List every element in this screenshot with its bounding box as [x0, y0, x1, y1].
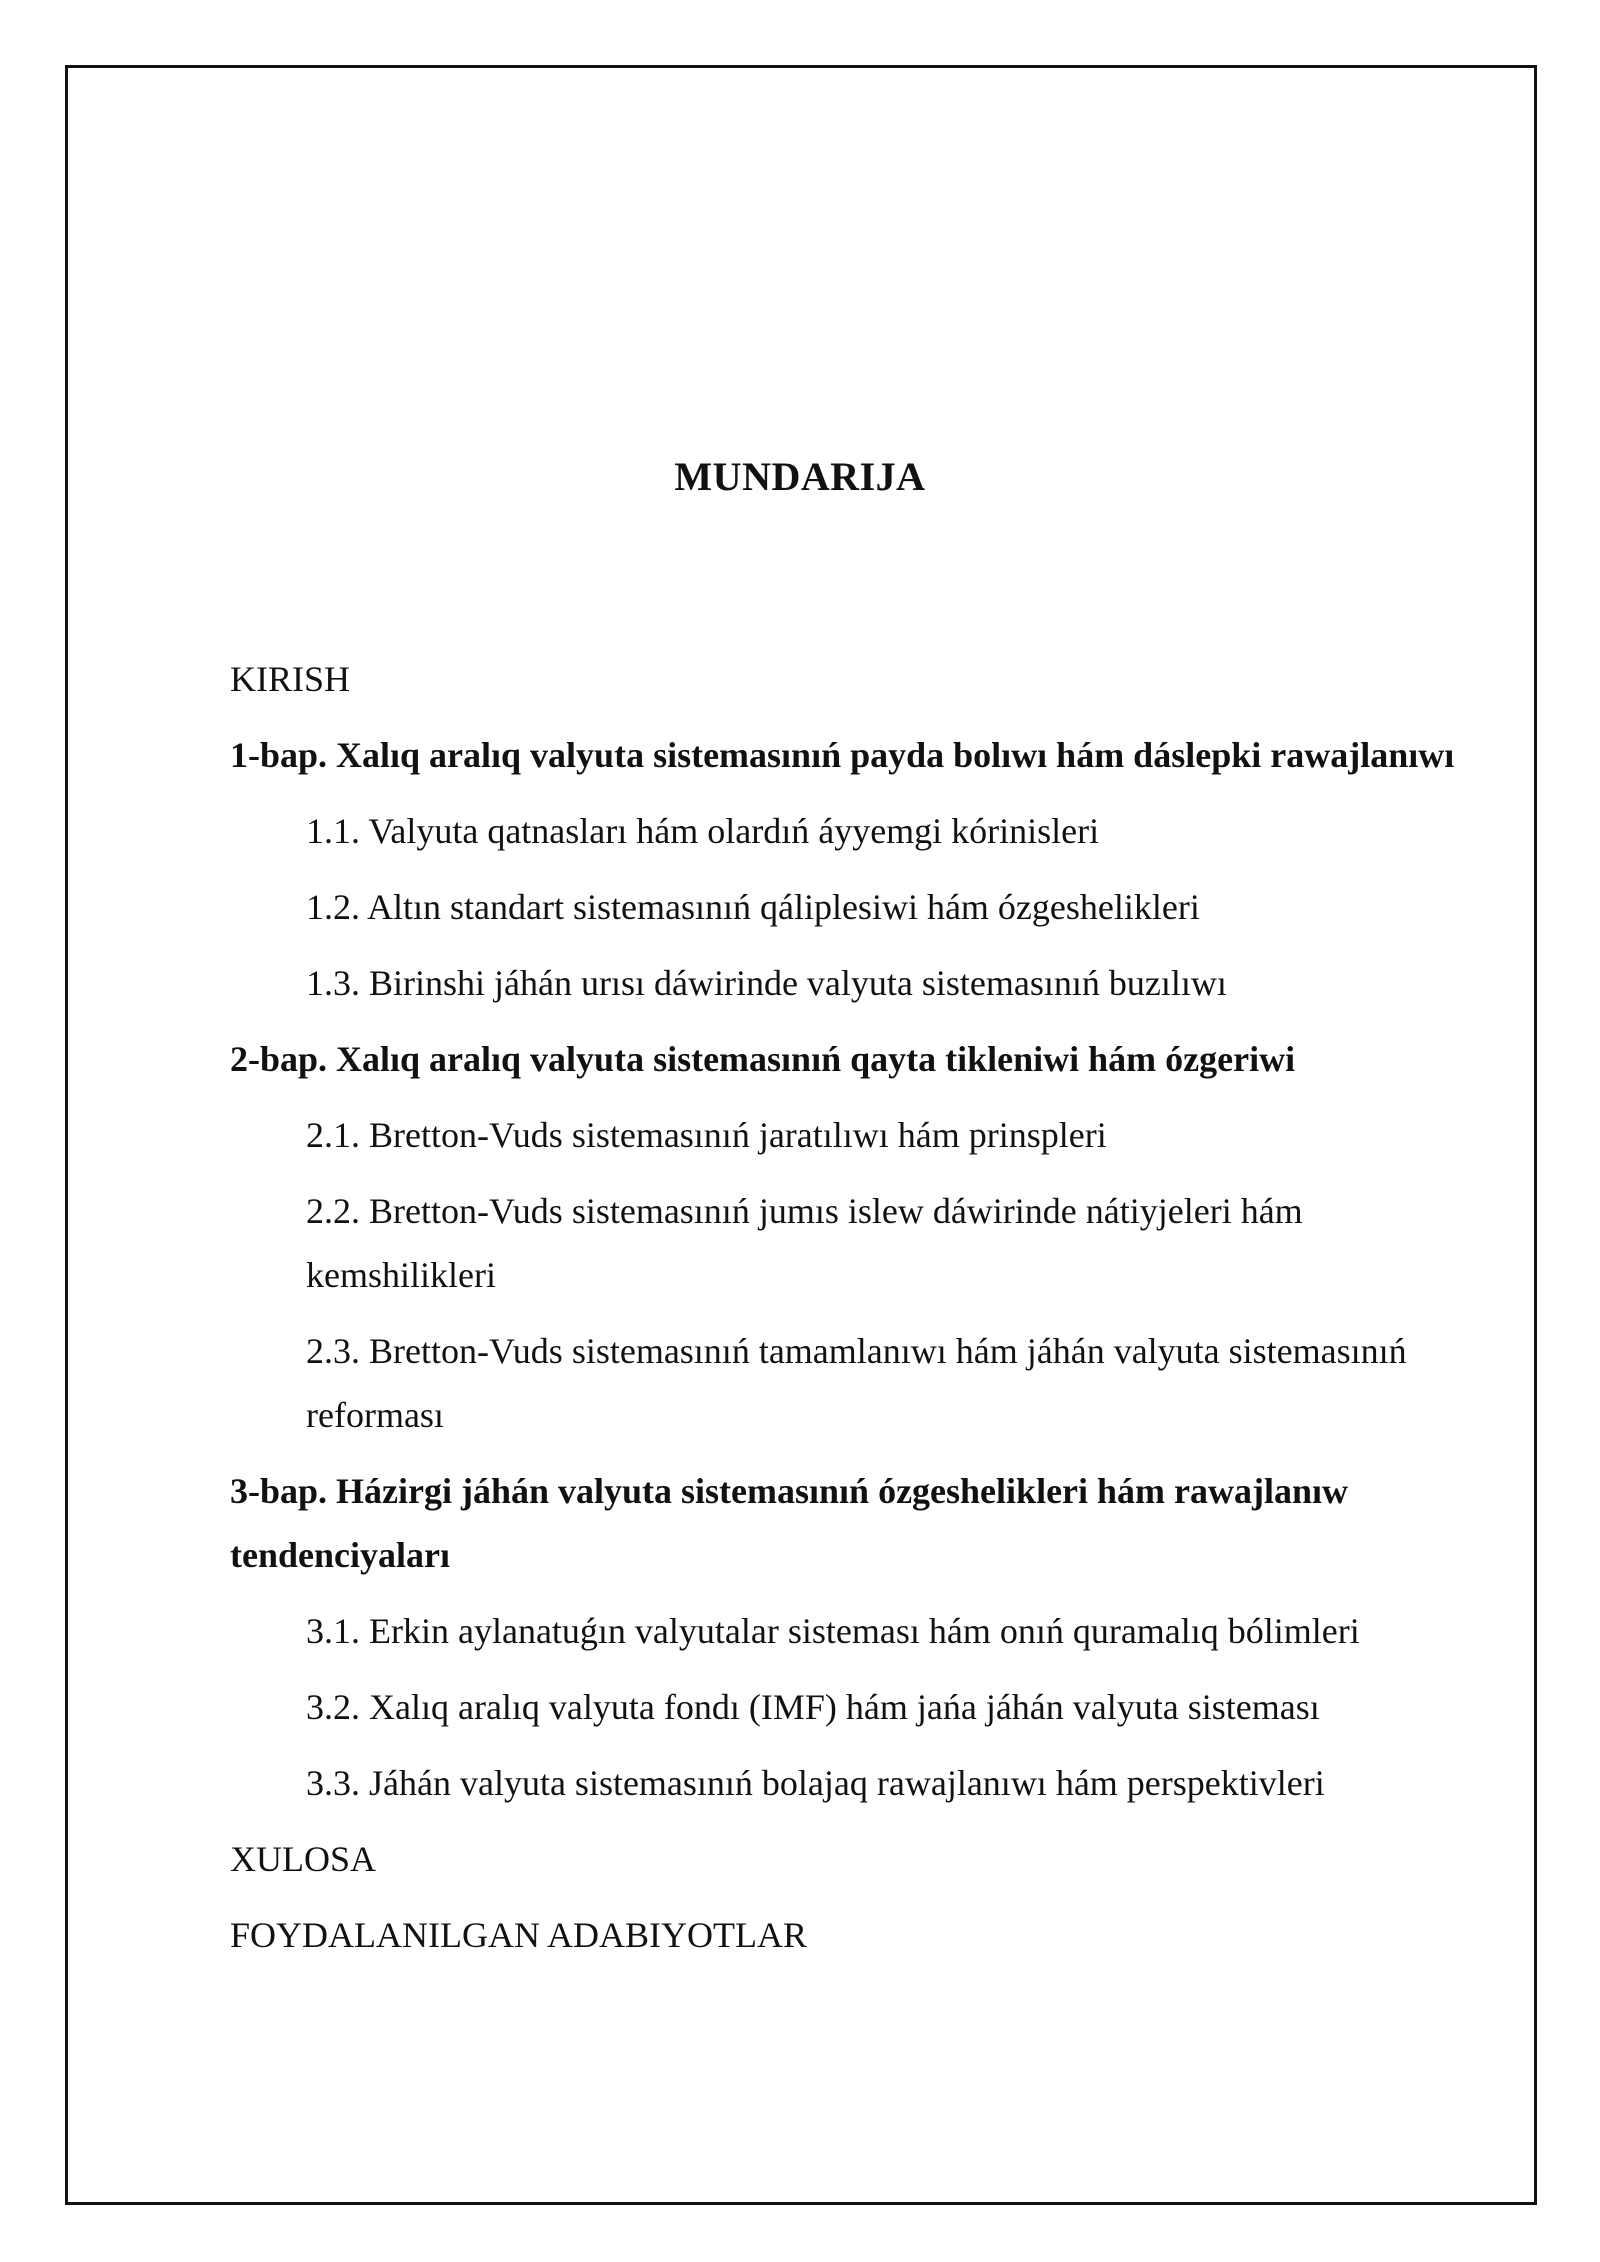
page-title: MUNDARIJA	[674, 454, 926, 499]
toc-section-3-2: 3.2. Xalıq aralıq valyuta fondı (IMF) hám jańa jáhán valyuta sisteması	[306, 1687, 1320, 1727]
toc-section-3-3: 3.3. Jáhán valyuta sistemasınıń bolajaq rawajlanıwı hám perspektivleri	[306, 1763, 1325, 1803]
toc-section-3-1: 3.1. Erkin aylanatuǵın valyutalar sisteması hám onıń quramalıq bólimleri	[306, 1611, 1360, 1651]
toc-chapter-3: 3-bap. Házirgi jáhán valyuta sistemasınıń ózgeshelikleri hám rawajlanıw tendenciyaları	[230, 1471, 1349, 1575]
toc-chapter-2: 2-bap. Xalıq aralıq valyuta sistemasınıń qayta tikleniwi hám ózgeriwi	[230, 1039, 1296, 1079]
toc-section-1-1: 1.1. Valyuta qatnasları hám olardıń áyyemgi kórinisleri	[306, 811, 1100, 851]
toc-section-1-2: 1.2. Altın standart sistemasınıń qáliplesiwi hám ózgeshelikleri	[306, 887, 1200, 927]
toc-chapter-1: 1-bap. Xalıq aralıq valyuta sistemasınıń payda bolıwı hám dáslepki rawajlanıwı	[230, 735, 1455, 775]
toc-entry-references: FOYDALANILGAN ADABIYOTLAR	[230, 1915, 807, 1955]
toc-section-1-3: 1.3. Birinshi jáhán urısı dáwirinde valyuta sistemasınıń buzılıwı	[306, 963, 1227, 1003]
toc-entry-conclusion: XULOSA	[230, 1839, 377, 1879]
toc-section-2-1: 2.1. Bretton-Vuds sistemasınıń jaratılıwı hám prinspleri	[306, 1115, 1107, 1155]
toc-section-2-2: 2.2. Bretton-Vuds sistemasınıń jumıs islew dáwirinde nátiyjeleri hám kemshilikleri	[306, 1191, 1303, 1295]
toc-entry-introduction: KIRISH	[230, 659, 351, 699]
toc-section-2-3: 2.3. Bretton-Vuds sistemasınıń tamamlanıwı hám jáhán valyuta sistemasınıń reforması	[306, 1331, 1407, 1435]
table-of-contents	[230, 647, 1480, 1979]
